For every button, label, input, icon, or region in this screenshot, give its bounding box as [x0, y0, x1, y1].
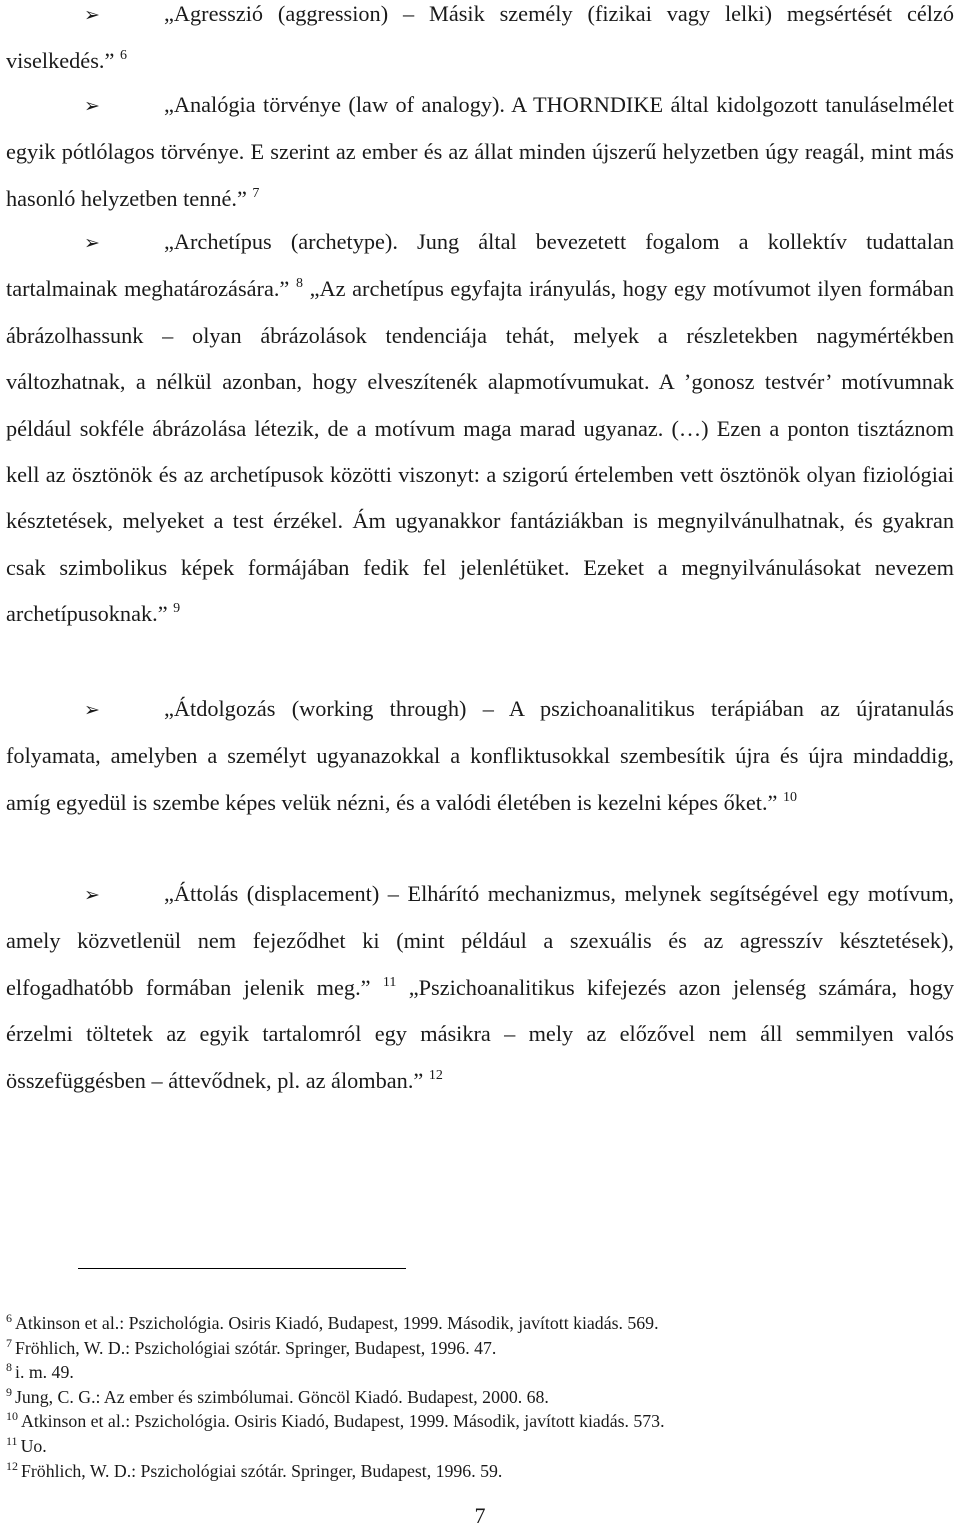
arrow-bullet-icon: ➢ — [84, 95, 100, 117]
footnote — [6, 1336, 954, 1361]
footnote — [6, 1385, 954, 1410]
footnote-ref[interactable]: 8 — [295, 276, 303, 292]
footnote-text: Jung, C. G.: Az ember és szimbólumai. Göncöl Kiadó. Budapest, 2000. 68. — [15, 1386, 549, 1407]
footnote-ref[interactable]: 10 — [783, 789, 798, 805]
footnote — [6, 1434, 954, 1459]
glossary-entry-agresszio — [6, 0, 954, 85]
footnote-number: 11 — [6, 1433, 18, 1448]
entry-text: „Analógia törvénye (law of analogy). A THORNDIKE által kidolgozott tanuláselmélet egyik pótlólagos törvénye. E szerint az ember és az állat minden újszerű helyzetben úgy reagál, mint más hasonló helyzetben tenné.” — [6, 92, 954, 211]
arrow-bullet-icon: ➢ — [84, 699, 100, 721]
footnote-separator — [78, 1268, 406, 1269]
footnote-ref[interactable]: 7 — [252, 185, 260, 201]
entry-quote: „Az archetípus egyfajta irányulás, hogy egy motívumot ilyen formában ábrázolhassunk – olyan ábrázolások tendenciája tehát, melyek a részletekben nagymértékben változhatnak, a nélkül azonban, hogy elveszítenék alapmotívumukat. A ’gonosz testvér’ motívumnak például sokféle ábrázolása létezik, de a motívum maga marad ugyanaz. (…) Ezen a ponton tisztáznom kell az ösztönök és az archetípusok közötti viszonyt: a szigorú értelemben vett ösztönök olyan fiziológiai késztetések, melyeket a test érzékel. Ám ugyanakkor fantáziákban is megnyilvánulhatnak, és gyakran csak szimbolikus képek formájában fedik fel jelenlétüket. Ezeket a megnyilvánulásokat nevezem archetípusoknak.” — [6, 276, 954, 627]
footnote-number: 12 — [6, 1458, 18, 1473]
footnote-text: i. m. 49. — [15, 1362, 74, 1383]
glossary-entry-atdolgozas — [6, 686, 954, 826]
footnote-text: Fröhlich, W. D.: Pszichológiai szótár. Springer, Budapest, 1996. 59. — [21, 1460, 503, 1481]
footnote-text: Fröhlich, W. D.: Pszichológiai szótár. Springer, Budapest, 1996. 47. — [15, 1337, 497, 1358]
glossary-entry-attolas — [6, 871, 954, 1104]
footnote-ref[interactable]: 6 — [119, 48, 127, 64]
footnote-text: Atkinson et al.: Pszichológia. Osiris Kiadó, Budapest, 1999. Második, javított kiadás. 573. — [21, 1411, 665, 1432]
arrow-bullet-icon: ➢ — [84, 232, 100, 254]
glossary-entry-archetipus — [6, 219, 954, 638]
entry-text: „Archetípus (archetype). Jung által bevezetett fogalom a kollektív tudattalan tartalmainak meghatározására.” — [6, 229, 954, 302]
arrow-bullet-icon: ➢ — [84, 4, 100, 26]
footnote-ref[interactable]: 12 — [428, 1067, 443, 1083]
footnote — [6, 1459, 954, 1484]
arrow-bullet-icon: ➢ — [84, 884, 100, 906]
entry-text: „Átdolgozás (working through) – A pszichoanalitikus terápiában az újratanulás folyamata, amelyben a személyt ugyanazokkal a konfliktusokkal szembesítik újra és újra mindaddig, amíg egyedül is szembe képes velük nézni, és a valódi életében is kezelni képes őket.” — [6, 696, 954, 815]
footnote-text: Atkinson et al.: Pszichológia. Osiris Kiadó, Budapest, 1999. Második, javított kiadás. 569. — [15, 1313, 659, 1333]
footnote — [6, 1409, 954, 1434]
footnote — [6, 1311, 954, 1336]
footnote — [6, 1360, 954, 1385]
footnotes — [6, 1311, 954, 1483]
footnote-number: 8 — [6, 1360, 12, 1375]
glossary-entry-analogia — [6, 82, 954, 222]
footnote-ref[interactable]: 11 — [382, 974, 397, 990]
footnote-ref[interactable]: 9 — [173, 601, 181, 617]
footnote-number: 10 — [6, 1409, 18, 1424]
entry-text: „Áttolás (displacement) – Elhárító mechanizmus, melynek segítségével egy motívum, amely közvetlenül nem fejeződhet ki (mint például a szexuális és az agresszív késztetések), elfogadhatóbb formában jelenik meg.” — [6, 881, 954, 1000]
footnote-number: 7 — [6, 1335, 12, 1350]
entry-quote: „Pszichoanalitikus kifejezés azon jelenség számára, hogy érzelmi töltetek az egyik tartalomról egy másikra – mely az előzővel nem áll semmilyen valós összefüggésben – áttevődnek, pl. az álomban.” — [6, 974, 955, 1093]
entry-text: „Agresszió (aggression) – Másik személy (fizikai vagy lelki) megsértését célzó viselkedés.” — [6, 1, 954, 74]
footnote-number: 9 — [6, 1384, 12, 1399]
footnote-text: Uo. — [20, 1435, 47, 1456]
footnote-number: 6 — [6, 1311, 12, 1325]
page-number: 7 — [474, 1503, 486, 1528]
